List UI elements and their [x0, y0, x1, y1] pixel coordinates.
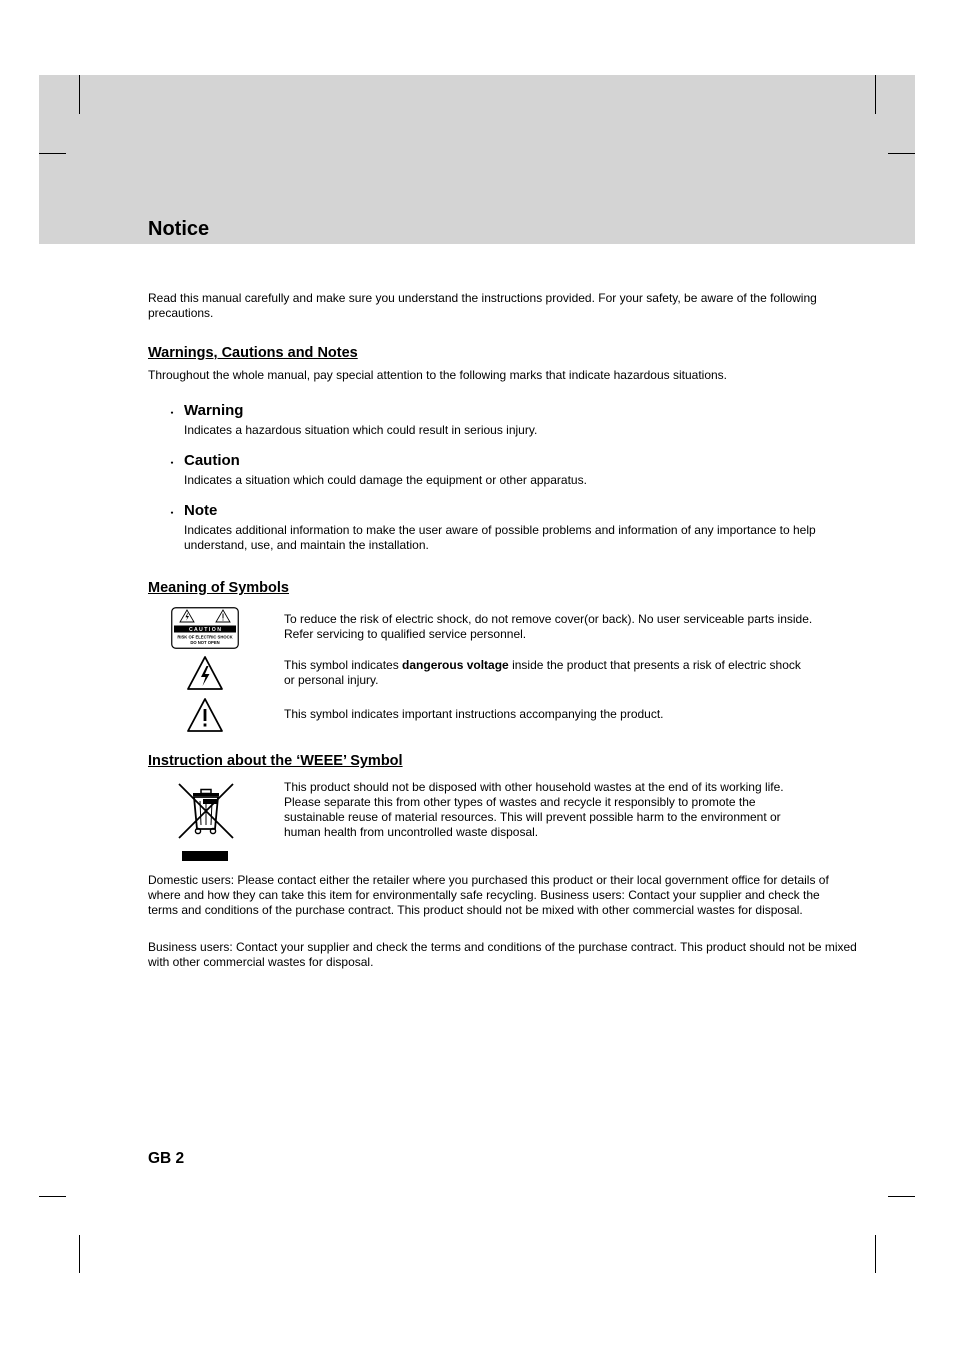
- caution-label-text: C A U T I O N: [189, 627, 221, 633]
- crossed-bin-icon: [176, 780, 236, 869]
- weee-heading: Instruction about the ‘WEEE’ Symbol: [148, 753, 403, 769]
- intro-paragraph: Read this manual carefully and make sure you understand the instructions provided. For your safety, be aware of the following precautions.: [148, 291, 817, 320]
- warnings-intro: Throughout the whole manual, pay special attention to the following marks that indicate hazardous situations.: [148, 368, 728, 382]
- caution-label: Caution: [184, 452, 240, 469]
- do-not-open-text: DO NOT OPEN: [190, 640, 220, 645]
- note-label: Note: [184, 502, 218, 519]
- crop-mark: [888, 153, 915, 154]
- page-title: Notice: [148, 218, 210, 240]
- exclamation-triangle-icon: [186, 697, 224, 738]
- crop-mark: [39, 153, 66, 154]
- page-number: GB 2: [148, 1150, 185, 1167]
- warnings-heading: Warnings, Cautions and Notes: [148, 345, 358, 361]
- crop-mark: [39, 1196, 66, 1197]
- note-desc: Indicates additional information to make the user aware of possible problems and information of any importance to help understand, use, and maintain the installation.: [184, 523, 816, 552]
- lightning-desc-after: inside the product that presents a risk of electric shock or personal injury.: [284, 658, 801, 687]
- warning-label: Warning: [184, 402, 244, 419]
- crop-mark: [888, 1196, 915, 1197]
- weee-desc: This product should not be disposed with other household wastes at the end of its working life. Please separate this from other types of wastes and recycle it responsibly to promote the sustainable reuse of material resources. This will prevent possible harm to the environment or human health from uncontrolled waste disposal.: [284, 780, 784, 839]
- symbol-desc-caution-label: To reduce the risk of electric shock, do not remove cover(or back). No user serviceable parts inside. Refer servicing to qualified service personnel.: [284, 612, 813, 641]
- crop-mark: [79, 75, 80, 114]
- lightning-desc-bold: dangerous voltage: [402, 658, 509, 672]
- symbols-heading: Meaning of Symbols: [148, 580, 289, 596]
- caution-desc: Indicates a situation which could damage the equipment or other apparatus.: [184, 473, 587, 487]
- business-users-paragraph: Business users: Contact your supplier and check the terms and conditions of the purchase contract. This product should not be mixed with other commercial wastes for disposal.: [148, 940, 857, 969]
- caution-label-icon: [171, 607, 239, 654]
- lightning-triangle-icon: [186, 655, 224, 696]
- crop-mark: [875, 1235, 876, 1273]
- symbol-desc-exclamation: This symbol indicates important instructions accompanying the product.: [284, 707, 664, 721]
- bullet: ・: [166, 456, 179, 470]
- warning-desc: Indicates a hazardous situation which could result in serious injury.: [184, 423, 538, 437]
- symbol-desc-lightning: [284, 658, 814, 688]
- lightning-desc-before: This symbol indicates: [284, 658, 403, 672]
- crop-mark: [875, 75, 876, 114]
- crop-mark: [79, 1235, 80, 1273]
- bullet: ・: [166, 506, 179, 520]
- risk-text: RISK OF ELECTRIC SHOCK: [177, 634, 233, 640]
- domestic-users-paragraph: Domestic users: Please contact either the retailer where you purchased this product or their local government office for details of where and how they can take this item for environmentally safe recycling. Business users: Contact your supplier and check the terms and conditions of the purchase contract. This product should not be mixed with other commercial wastes for disposal.: [148, 873, 829, 917]
- bullet: ・: [166, 406, 179, 420]
